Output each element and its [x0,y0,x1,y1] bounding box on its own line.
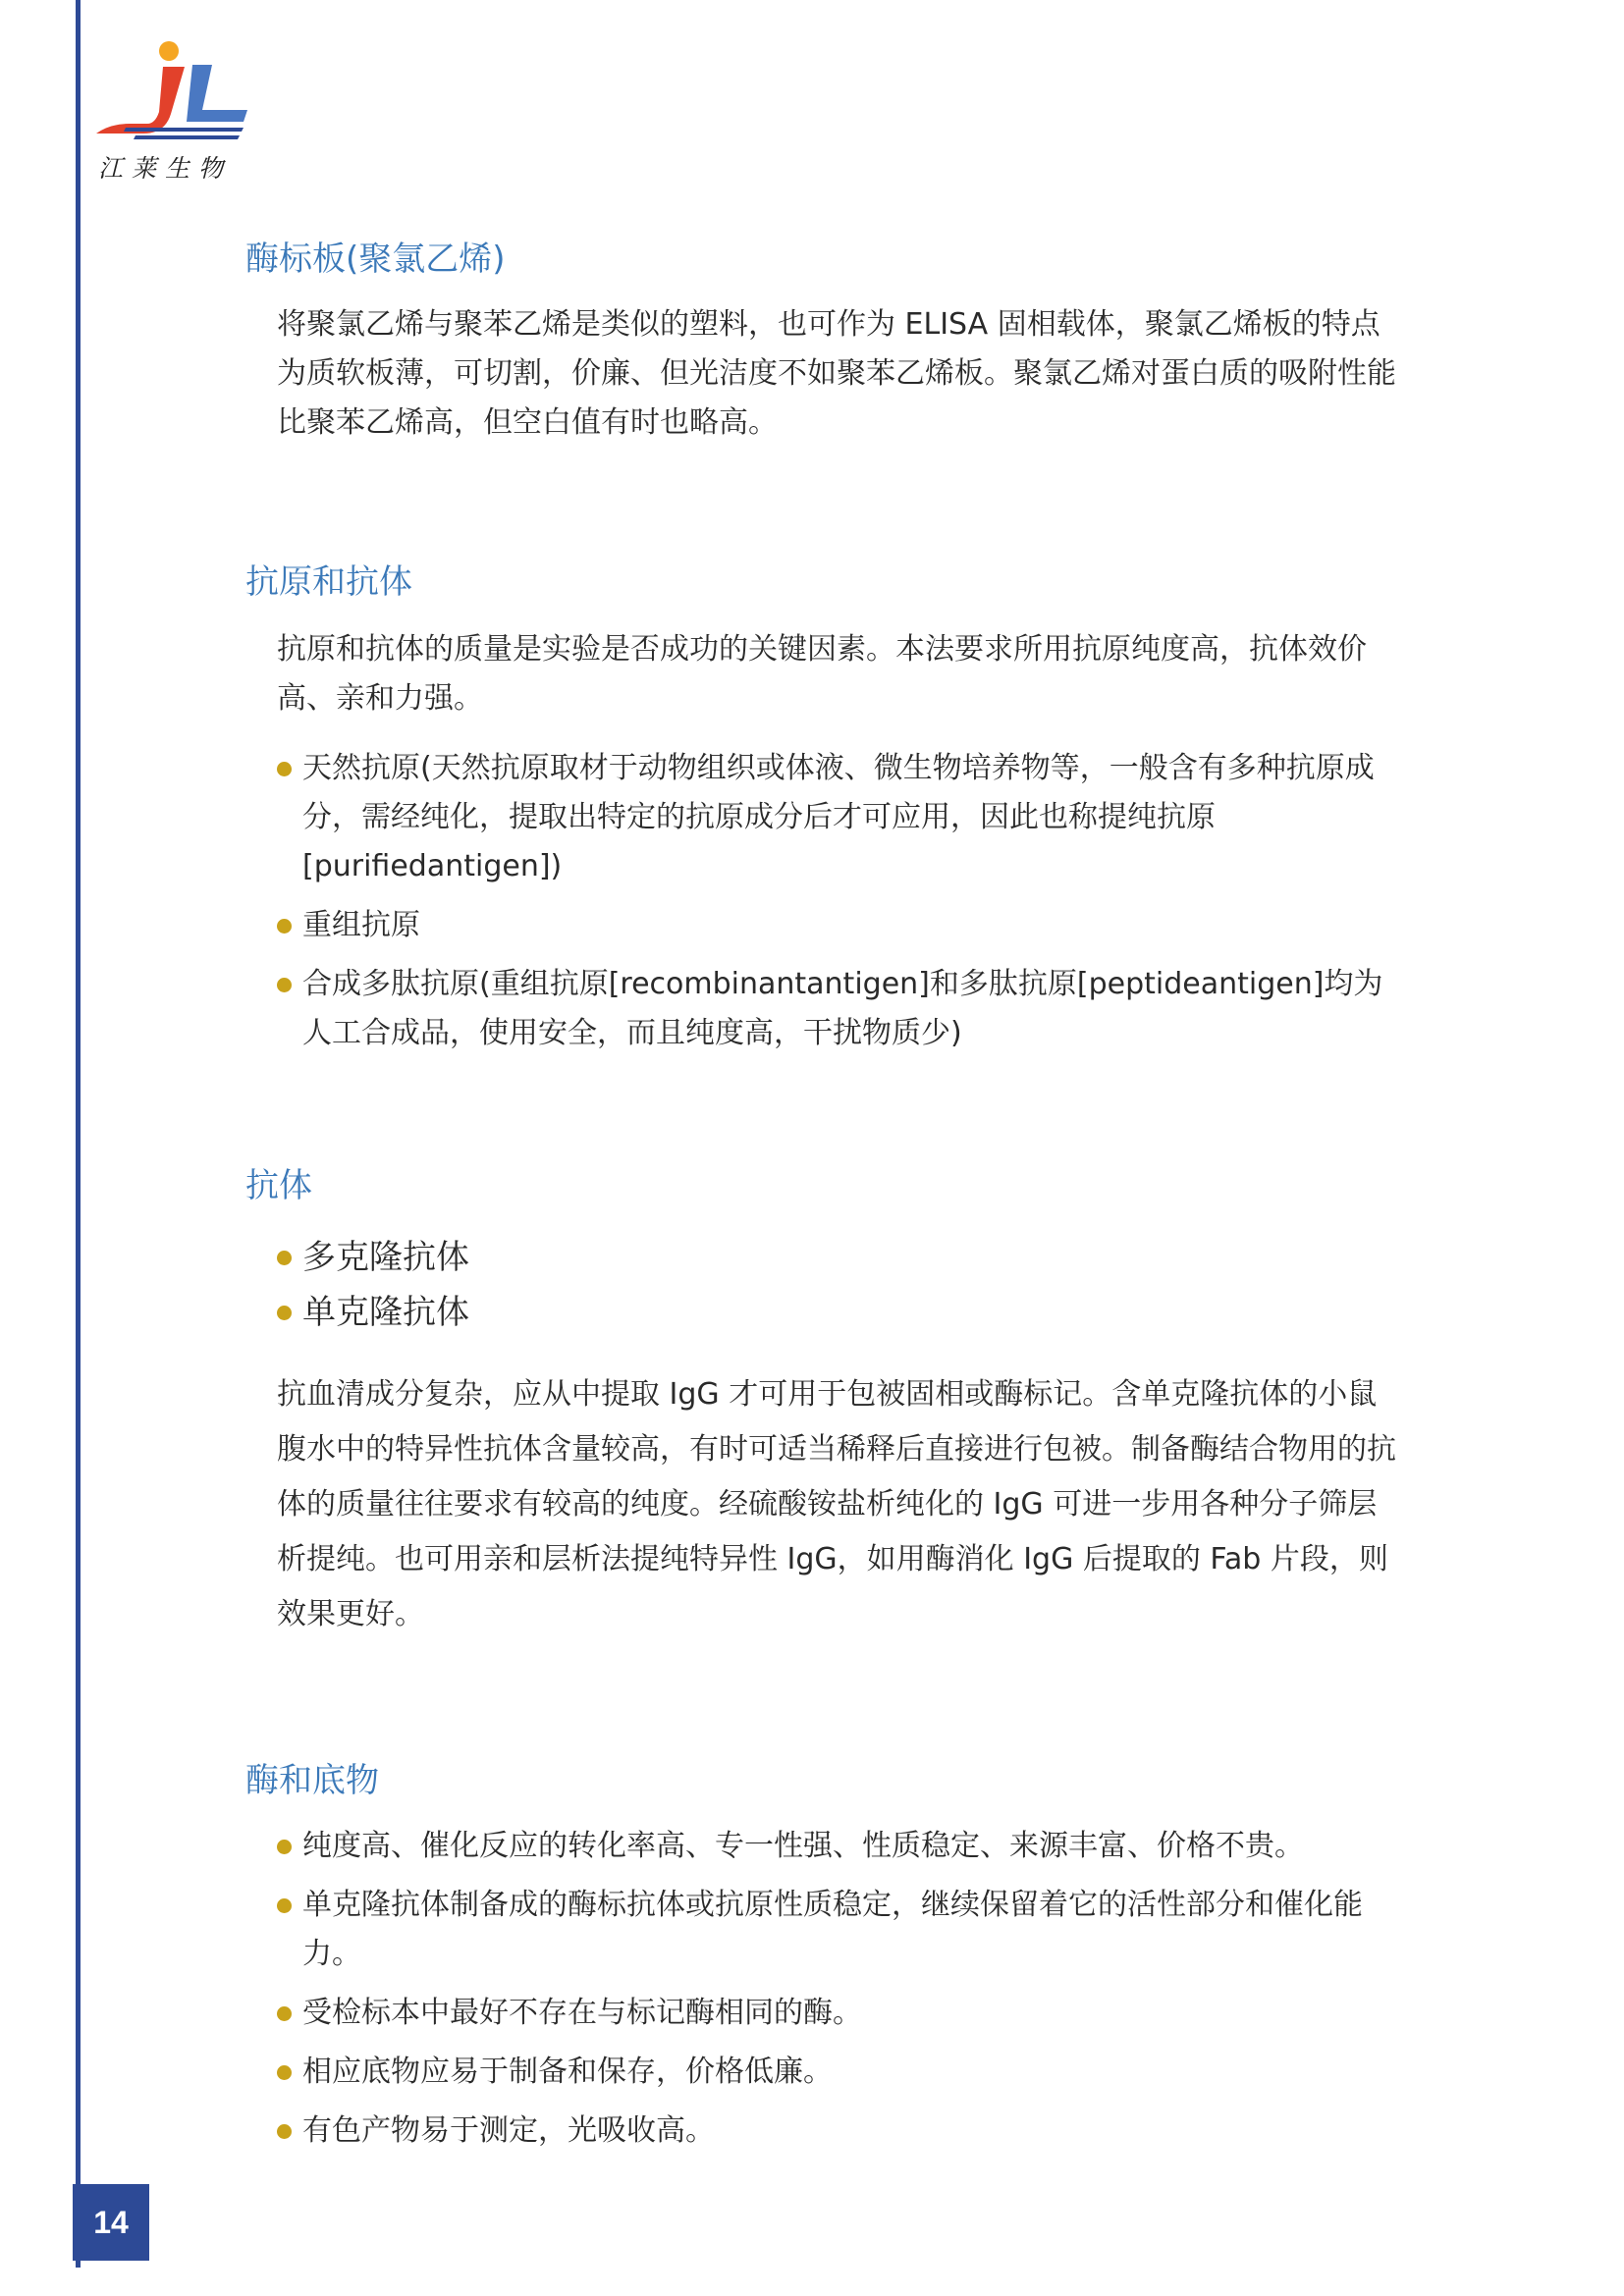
bullet-dot-icon [277,2124,292,2139]
list-item: 天然抗原(天然抗原取材于动物组织或体液、微生物培养物等，一般含有多种抗原成分，需经纯化，提取出特定的抗原成分后才可应用，因此也称提纯抗原[purifiedantigen]) [277,744,1406,891]
section-title-antigen-antibody: 抗原和抗体 [245,562,412,602]
list-item: 相应底物应易于制备和保存，价格低廉。 [277,2048,1406,2097]
list-item: 有色产物易于测定，光吸收高。 [277,2107,1406,2156]
antibody-bullet-list [277,1230,1406,1340]
jl-logo-icon [86,37,253,145]
section-title-plate: 酶标板(聚氯乙烯) [245,240,506,279]
bullet-dot-icon [277,2065,292,2080]
list-item: 合成多肽抗原(重组抗原[recombinantantigen]和多肽抗原[peptideantigen]均为人工合成品，使用安全，而且纯度高，干扰物质少) [277,960,1406,1058]
bullet-dot-icon [277,762,292,776]
section-paragraph: 抗血清成分复杂，应从中提取 IgG 才可用于包被固相或酶标记。含单克隆抗体的小鼠腹水中的特异性抗体含量较高，有时可适当稀释后直接进行包被。制备酶结合物用的抗体的质量往往要求有较高的纯度。经硫酸铵盐析纯化的 IgG 可进一步用各种分子筛层析提纯。也可用亲和层析法提纯特异性 IgG，如用酶消化 IgG 后提取的 Fab 片段，则效果更好。 [277,1377,1396,1631]
section-title-enzyme-substrate: 酶和底物 [245,1761,379,1800]
page-left-border [76,0,81,2268]
list-item: 单克隆抗体制备成的酶标抗体或抗原性质稳定，继续保留着它的活性部分和催化能力。 [277,1881,1406,1979]
list-item: 多克隆抗体 [277,1230,1406,1285]
bullet-dot-icon [277,1898,292,1913]
company-name: 江莱生物 [98,154,233,183]
section-paragraph: 抗原和抗体的质量是实验是否成功的关键因素。本法要求所用抗原纯度高，抗体效价高、亲和力强。 [277,632,1367,716]
bullet-dot-icon [277,2006,292,2021]
bullet-dot-icon [277,1306,292,1320]
list-item: 单克隆抗体 [277,1285,1406,1340]
antigen-bullet-list [277,744,1406,1068]
bullet-dot-icon [277,1840,292,1854]
list-item: 纯度高、催化反应的转化率高、专一性强、性质稳定、来源丰富、价格不贵。 [277,1822,1406,1871]
list-item: 受检标本中最好不存在与标记酶相同的酶。 [277,1989,1406,2038]
section-paragraph: 将聚氯乙烯与聚苯乙烯是类似的塑料，也可作为 ELISA 固相载体，聚氯乙烯板的特点为质软板薄，可切割，价廉、但光洁度不如聚苯乙烯板。聚氯乙烯对蛋白质的吸附性能比聚苯乙烯高，但空白值有时也略高。 [277,307,1396,440]
enzyme-bullet-list [277,1822,1406,2165]
section-title-antibody: 抗体 [245,1166,312,1205]
bullet-dot-icon [277,1251,292,1265]
bullet-dot-icon [277,919,292,934]
list-item: 重组抗原 [277,901,1406,950]
bullet-dot-icon [277,978,292,992]
page-number: 14 [73,2184,149,2261]
